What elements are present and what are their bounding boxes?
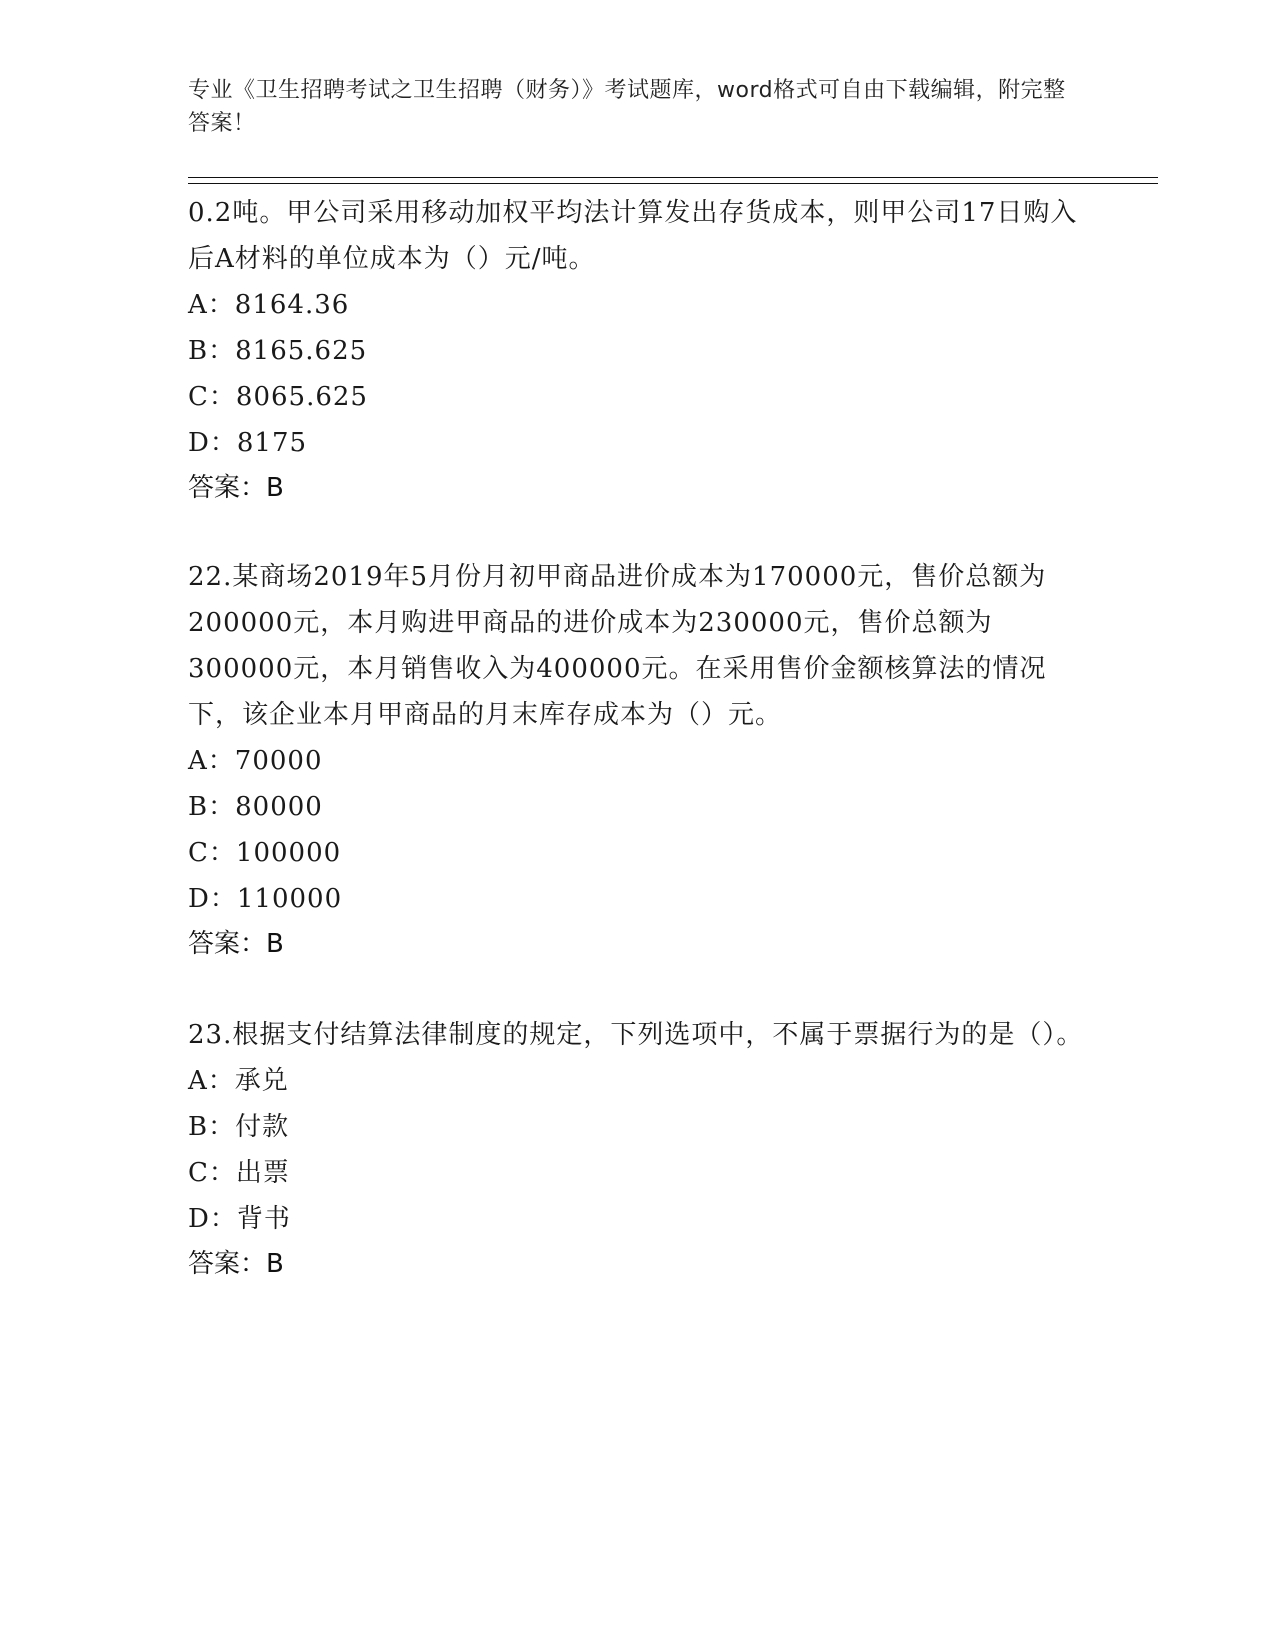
option-value: 110000 [236, 884, 343, 914]
answer-line: 答案：B [188, 929, 284, 959]
header-divider-bottom [188, 183, 1158, 184]
option-value: 背书 [236, 1204, 291, 1234]
question-text: 0.2吨。甲公司采用移动加权平均法计算发出存货成本，则甲公司17日购入后A材料的单位成本为（）元/吨。 [188, 198, 1078, 274]
option-c [188, 1150, 1088, 1196]
option-label: A： [188, 290, 235, 320]
question-block [188, 554, 1088, 966]
option-value: 出票 [235, 1158, 290, 1188]
option-b [188, 784, 1088, 830]
option-value: 100000 [235, 838, 342, 868]
option-b [188, 328, 1088, 374]
question-text: 23.根据支付结算法律制度的规定，下列选项中，不属于票据行为的是（）。 [188, 1020, 1084, 1050]
option-label: D： [188, 1204, 237, 1234]
answer-line: 答案：B [188, 473, 284, 503]
header-divider-top [188, 177, 1158, 178]
option-value: 8164.36 [234, 290, 350, 320]
option-label: C： [188, 1158, 236, 1188]
option-label: B： [188, 336, 236, 366]
option-label: D： [188, 884, 237, 914]
option-d [188, 420, 1088, 466]
option-value: 8175 [236, 428, 308, 458]
option-c [188, 830, 1088, 876]
option-value: 80000 [235, 792, 323, 822]
option-label: C： [188, 382, 236, 412]
option-a [188, 738, 1088, 784]
option-d [188, 876, 1088, 922]
answer-line: 答案：B [188, 1249, 284, 1279]
option-d [188, 1196, 1088, 1242]
option-value: 70000 [234, 746, 323, 776]
question-text: 22.某商场2019年5月份月初甲商品进价成本为170000元，售价总额为200000元，本月购进甲商品的进价成本为230000元，售价总额为300000元，本月销售收入为400000元。在采用售价金额核算法的情况下，该企业本月甲商品的月末库存成本为（）元。 [188, 562, 1047, 730]
question-block [188, 1012, 1088, 1286]
question-block [188, 190, 1088, 510]
option-value: 8065.625 [235, 382, 368, 412]
option-label: C： [188, 838, 236, 868]
option-label: D： [188, 428, 237, 458]
option-label: B： [188, 792, 236, 822]
option-label: A： [188, 1066, 235, 1096]
option-value: 付款 [235, 1112, 290, 1142]
option-a [188, 282, 1088, 328]
option-b [188, 1104, 1088, 1150]
document-header: 专业《卫生招聘考试之卫生招聘（财务）》考试题库，word格式可自由下载编辑，附完整答案！ [188, 78, 1066, 136]
option-label: B： [188, 1112, 236, 1142]
option-a [188, 1058, 1088, 1104]
option-value: 8165.625 [235, 336, 368, 366]
option-c [188, 374, 1088, 420]
option-label: A： [188, 746, 235, 776]
option-value: 承兑 [234, 1066, 289, 1096]
